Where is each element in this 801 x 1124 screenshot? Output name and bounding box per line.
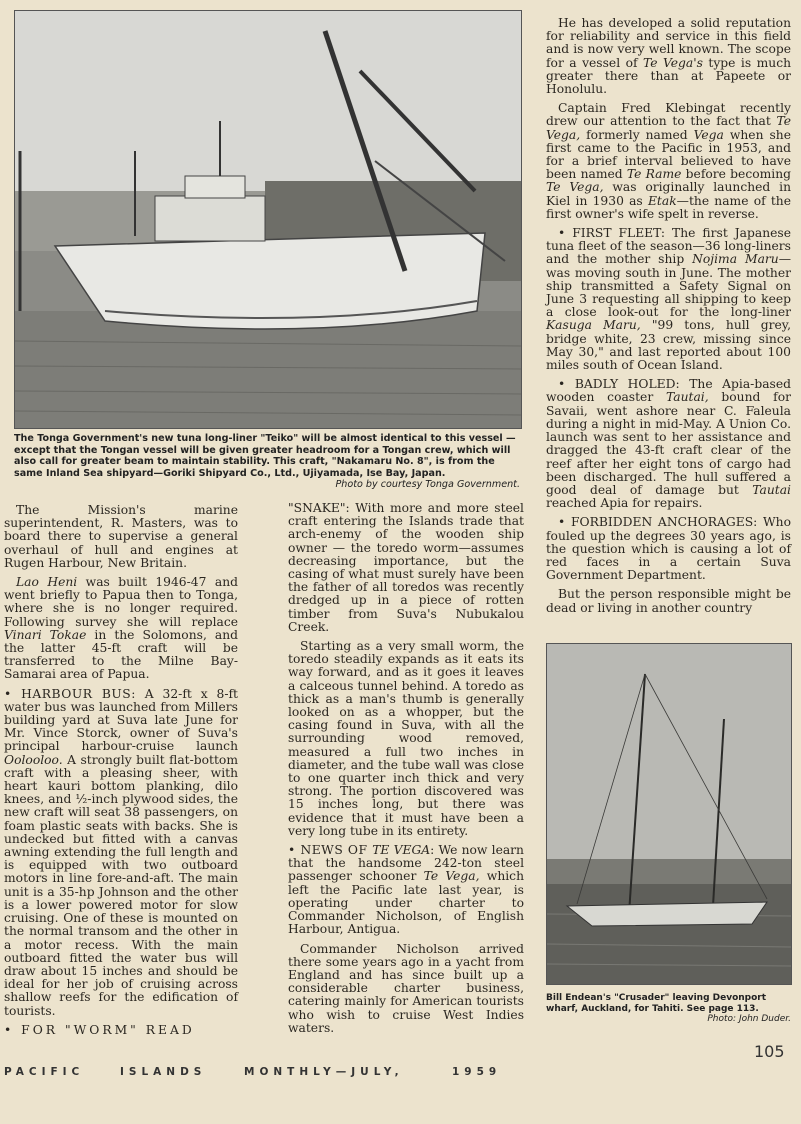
footer-monthly-july: MONTHLY—JULY, bbox=[244, 1066, 404, 1078]
long-liner-caption-text: The Tonga Government's new tuna long-liner "Teiko" will be almost identical to this vessel —except that the Tongan vessel will be given greater headroom for a Tongan crew, which will also call for greater beam to maintain stability. This craft, "Nakamaru No. 8", is from the same Inland Sea shipyard—Goriki Shipyard Co., Ltd., Ujiyamada, Ise Bay, Japan. bbox=[14, 433, 516, 479]
vessel-name: Lao Heni bbox=[16, 575, 78, 590]
column-2 bbox=[288, 502, 524, 1041]
paragraph-first-fleet: • FIRST FLEET: The first Japanese tuna fleet of the season—36 long-liners and the mother ship Nojima Maru—was moving south in June. The mother ship transmitted a Safety Signal on June 3 requesting all shipping to keep a close look-out for the long-liner Kasuga Maru, "99 tons, hull grey, bridge white, 23 crew, missing since May 30," and last reported about 100 miles south of Ocean Island. bbox=[546, 226, 791, 373]
paragraph-responsible: But the person responsible might be dead or living in another country bbox=[546, 587, 791, 615]
section-heading-te-vega: • NEWS OF bbox=[288, 843, 373, 858]
footer-islands: ISLANDS bbox=[120, 1066, 207, 1078]
paragraph-mission: The Mission's marine superintendent, R. Masters, was to board there to supervise a general overhaul of hull and engines at Rugen Harbour, New Britain. bbox=[4, 503, 238, 570]
paragraph-reputation: He has developed a solid reputation for reliability and service in this field and is now very well known. The scope for a vessel of Te Vega's type is much greater there than at Papeete or Honolulu. bbox=[546, 16, 792, 97]
page-number: 105 bbox=[754, 1042, 785, 1061]
running-footer bbox=[0, 1066, 801, 1086]
section-heading-harbour-bus: • HARBOUR BUS: bbox=[4, 686, 136, 701]
paragraph-harbour-bus: • HARBOUR BUS: A 32-ft x 8-ft water bus was launched from Millers building yard at Suva late June for Mr. Vince Storck, owner of Suva's principal harbour-cruise launch Oolooloo. A strongly built flat-bottom craft with a pleasing sheer, with heart kauri bottom planking, dilo knees, and ½-inch plywood sides, the new craft will seat 38 passengers, on foam plastic seats with backs. She is undecked but fitted with a canvas awning extending the full length and is equipped with two outboard motors in line fore-and-aft. The main unit is a 35-hp Johnson and the other is a lower powered motor for slow cruising. One of these is mounted on the normal transom and the other in a motor recess. With the main outboard fitted the water bus will draw about 15 inches and should be ideal for her job of cruising across shallow reefs for the edification of tourists. bbox=[4, 686, 238, 1018]
column-1 bbox=[4, 504, 238, 1043]
long-liner-photo-credit: Photo by courtesy Tonga Government. bbox=[335, 479, 520, 490]
paragraph-forbidden-anchorages: • FORBIDDEN ANCHORAGES: Who fouled up the degrees 30 years ago, is the question which is causing a lot of red faces in a certain Suva Government Department. bbox=[546, 515, 791, 583]
paragraph-klebingat: Captain Fred Klebingat recently drew our attention to the fact that Te Vega, formerly named Vega when she first came to the Pacific in 1953, and for a brief interval believed to have been named Te Rame before becoming Te Vega, was originally launched in Kiel in 1930 as Etak—the name of the first owner's wife spelt in reverse. bbox=[546, 101, 791, 221]
footer-year: 1959 bbox=[452, 1066, 502, 1078]
crusader-caption bbox=[546, 993, 791, 1025]
paragraph-badly-holed: • BADLY HOLED: The Apia-based wooden coaster Tautai, bound for Savaii, went ashore near C. Faleula during a night in mid-May. A Union Co. launch was sent to her assistance and dragged the 43-ft craft clear of the reef after her eight tons of cargo had been discharged. The hull suffered a good deal of damage but Tautai reached Apia for repairs. bbox=[546, 377, 792, 511]
footer-pacific: PACIFIC bbox=[4, 1066, 85, 1078]
paragraph-lao-heni: Lao Heni was built 1946-47 and went briefly to Papua then to Tonga, where she is no longer required. Following survey she will replace Vinari Tokae in the Solomons, and the latter 45-ft craft will be transferred to the Milne Bay-Samarai area of Papua. bbox=[4, 575, 239, 682]
column-3 bbox=[546, 17, 791, 621]
paragraph-te-vega: • NEWS OF TE VEGA: We now learn that the handsome 242-ton steel passenger schooner Te Vega, which left the Pacific late last year, is operating under charter to Commander Nicholson, of English Harbour, Antigua. bbox=[288, 843, 524, 937]
crusader-photo bbox=[546, 643, 792, 985]
paragraph-snake: "SNAKE": With more and more steel craft entering the Islands trade that arch-enemy of the wooden ship owner — the toredo worm—assumes decreasing importance, but the casing of what must surely have been the father of all toredos was recently dredged up in a piece of rotten timber from Suva's Nubukalou Creek. bbox=[288, 501, 524, 634]
paragraph-toredo: Starting as a very small worm, the toredo steadily expands as it eats its way forward, and as it goes it leaves a calceous tunnel behind. A toredo as thick as a man's thumb is generally looked on as a whopper, but the casing found in Suva, with all the surrounding wood removed, measured a full two inches in diameter, and the tube wall was close to one quarter inch thick and very strong. The portion discovered was 15 inches long, but there was evidence that it must have been a very long tube in its entirety. bbox=[288, 639, 524, 838]
crusader-photo-credit: Photo: John Duder. bbox=[707, 1014, 791, 1024]
long-liner-photo bbox=[14, 10, 522, 429]
long-liner-caption bbox=[14, 433, 520, 491]
section-heading-worm: • FOR "WORM" READ bbox=[4, 1022, 195, 1037]
paragraph-nicholson: Commander Nicholson arrived there some years ago in a yacht from England and has since built up a considerable charter business, catering mainly for American tourists who wish to cruise West Indies waters. bbox=[288, 941, 524, 1035]
crusader-caption-text: Bill Endean's "Crusader" leaving Devonport wharf, Auckland, for Tahiti. See page 113. bbox=[546, 993, 767, 1014]
